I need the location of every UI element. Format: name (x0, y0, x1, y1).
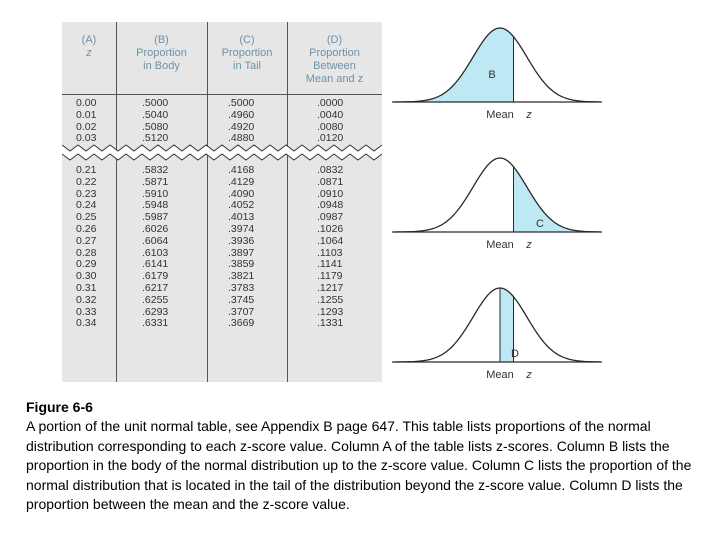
header-line: in Body (143, 60, 180, 72)
normal-curve-body-diagram (392, 10, 602, 128)
normal-curve-between-diagram (392, 270, 602, 388)
region-label: D (511, 348, 519, 360)
table-cell: .1026 (317, 222, 344, 235)
table-cell: .5000 (228, 97, 255, 109)
table-cell: 0.29 (76, 258, 97, 271)
table-cell: .1331 (317, 317, 344, 330)
table-cell: 0.30 (76, 270, 97, 283)
table-cell: .0871 (317, 175, 344, 188)
table-cell: 0.24 (76, 199, 97, 212)
column-c-values-top (228, 98, 254, 145)
table-cell: .4052 (228, 199, 255, 212)
z-label: z (526, 239, 532, 251)
table-cell: 0.21 (76, 164, 97, 176)
table-cell: .3974 (228, 222, 255, 235)
table-cell: .5080 (142, 120, 169, 133)
table-cell: .1141 (317, 258, 343, 271)
table-cell: .5987 (142, 211, 169, 224)
table-cell: 0.27 (76, 234, 97, 247)
table-cell: 0.01 (76, 108, 97, 121)
table-cell: .4960 (228, 108, 255, 121)
mean-label: Mean (486, 239, 514, 251)
table-cell: .0000 (317, 97, 344, 109)
table-cell: .3745 (228, 293, 255, 306)
table-cell: .0040 (317, 108, 344, 121)
z-label: z (526, 369, 532, 381)
header-line: Between (313, 60, 356, 72)
header-divider (62, 94, 382, 95)
figure-caption (26, 398, 706, 514)
caption-title: Figure 6-6 (26, 399, 93, 415)
table-cell: .4920 (228, 120, 255, 133)
table-cell: .5000 (142, 97, 169, 109)
table-cell: 0.23 (76, 187, 97, 200)
table-cell: 0.03 (76, 132, 97, 145)
table-cell: .4013 (228, 211, 255, 224)
table-cell: .3897 (228, 246, 255, 259)
table-cell: 0.26 (76, 222, 97, 235)
region-label: B (488, 69, 496, 81)
normal-curve (395, 288, 600, 362)
column-b-values-bottom (142, 165, 168, 330)
table-cell: 0.00 (76, 97, 97, 109)
table-cell: .4129 (228, 175, 255, 188)
table-cell: .6026 (142, 222, 169, 235)
column-c-values-bottom (228, 165, 254, 330)
table-cell: 0.28 (76, 246, 97, 259)
table-cell: .0080 (317, 120, 344, 133)
table-cell: .6141 (142, 258, 169, 271)
column-d-values-bottom (317, 165, 343, 330)
column-c-header (207, 34, 287, 73)
table-cell: .0832 (317, 164, 344, 176)
table-cell: .5871 (142, 175, 169, 188)
z-label: z (526, 109, 532, 121)
table-cell: .1293 (317, 305, 344, 318)
table-cell: .6217 (142, 281, 169, 294)
column-a-header (62, 34, 116, 60)
table-cell: .1103 (317, 246, 343, 259)
table-cell: .3859 (228, 258, 255, 271)
table-cell: 0.22 (76, 175, 97, 188)
table-cell: 0.31 (76, 281, 97, 294)
table-cell: .5832 (142, 164, 169, 176)
mean-label: Mean (486, 109, 514, 121)
caption-body: A portion of the unit normal table, see Appendix B page 647. This table lists proportions of the normal distribution corresponding to each z-score value. Column A of the table lists z-scores. Column B lists the proportion in the body of the normal distribution up to the z-score value. Column C lists the proportion of the normal distribution that is located in the tail of the distribution beyond the z-score value. Column D lists the proportion between the mean and the z-score value. (26, 418, 692, 513)
header-line: Proportion (309, 47, 360, 59)
column-b-header (116, 34, 207, 73)
table-cell: 0.34 (76, 317, 97, 330)
table-cell: .6179 (142, 270, 169, 283)
column-letter: (B) (154, 34, 169, 46)
normal-curve (395, 158, 600, 232)
table-cell: .5948 (142, 199, 169, 212)
header-line: in Tail (233, 60, 261, 72)
table-cell: .3936 (228, 234, 255, 247)
table-cell: .6255 (142, 293, 169, 306)
table-cell: .3821 (228, 270, 255, 283)
table-cell: .6103 (142, 246, 169, 259)
table-cell: 0.25 (76, 211, 97, 224)
table-cell: .0948 (317, 199, 344, 212)
table-cell: .3707 (228, 305, 255, 318)
column-divider (207, 22, 208, 382)
header-line: z (86, 47, 92, 59)
table-cell: 0.32 (76, 293, 97, 306)
unit-normal-table (62, 22, 382, 382)
table-cell: .6331 (142, 317, 169, 330)
column-d-header (287, 34, 382, 86)
normal-curve-tail-diagram (392, 140, 602, 258)
shaded-region-b (406, 28, 514, 102)
header-line: Mean and z (305, 73, 364, 85)
table-cell: .3669 (228, 317, 255, 330)
table-cell: .1217 (317, 281, 344, 294)
table-cell: .1255 (317, 293, 344, 306)
region-label: C (536, 218, 544, 230)
table-cell: .1064 (317, 234, 344, 247)
column-letter: (C) (239, 34, 255, 46)
table-cell: .0910 (317, 187, 344, 200)
table-cell: .6293 (142, 305, 169, 318)
table-cell: .5040 (142, 108, 169, 121)
table-cell: .4168 (228, 164, 255, 176)
table-cell: .6064 (142, 234, 169, 247)
table-break-zigzag (62, 142, 382, 164)
column-divider (116, 22, 117, 382)
column-a-values-top (76, 98, 96, 145)
column-a-values-bottom (76, 165, 96, 330)
table-cell: .1179 (317, 270, 343, 283)
column-letter: (D) (326, 34, 343, 46)
mean-label: Mean (486, 369, 514, 381)
table-cell: .5910 (142, 187, 169, 200)
table-cell: .5120 (142, 132, 169, 145)
column-d-values-top (317, 98, 343, 145)
table-cell: .0987 (317, 211, 344, 224)
column-b-values-top (142, 98, 168, 145)
table-cell: .3783 (228, 281, 255, 294)
column-letter: (A) (81, 34, 97, 46)
table-cell: .0120 (317, 132, 344, 145)
header-line: Proportion (136, 47, 187, 59)
table-cell: 0.33 (76, 305, 97, 318)
table-cell: .4880 (228, 132, 255, 145)
table-cell: .4090 (228, 187, 255, 200)
table-cell: 0.02 (76, 120, 97, 133)
header-line: Proportion (221, 47, 273, 59)
